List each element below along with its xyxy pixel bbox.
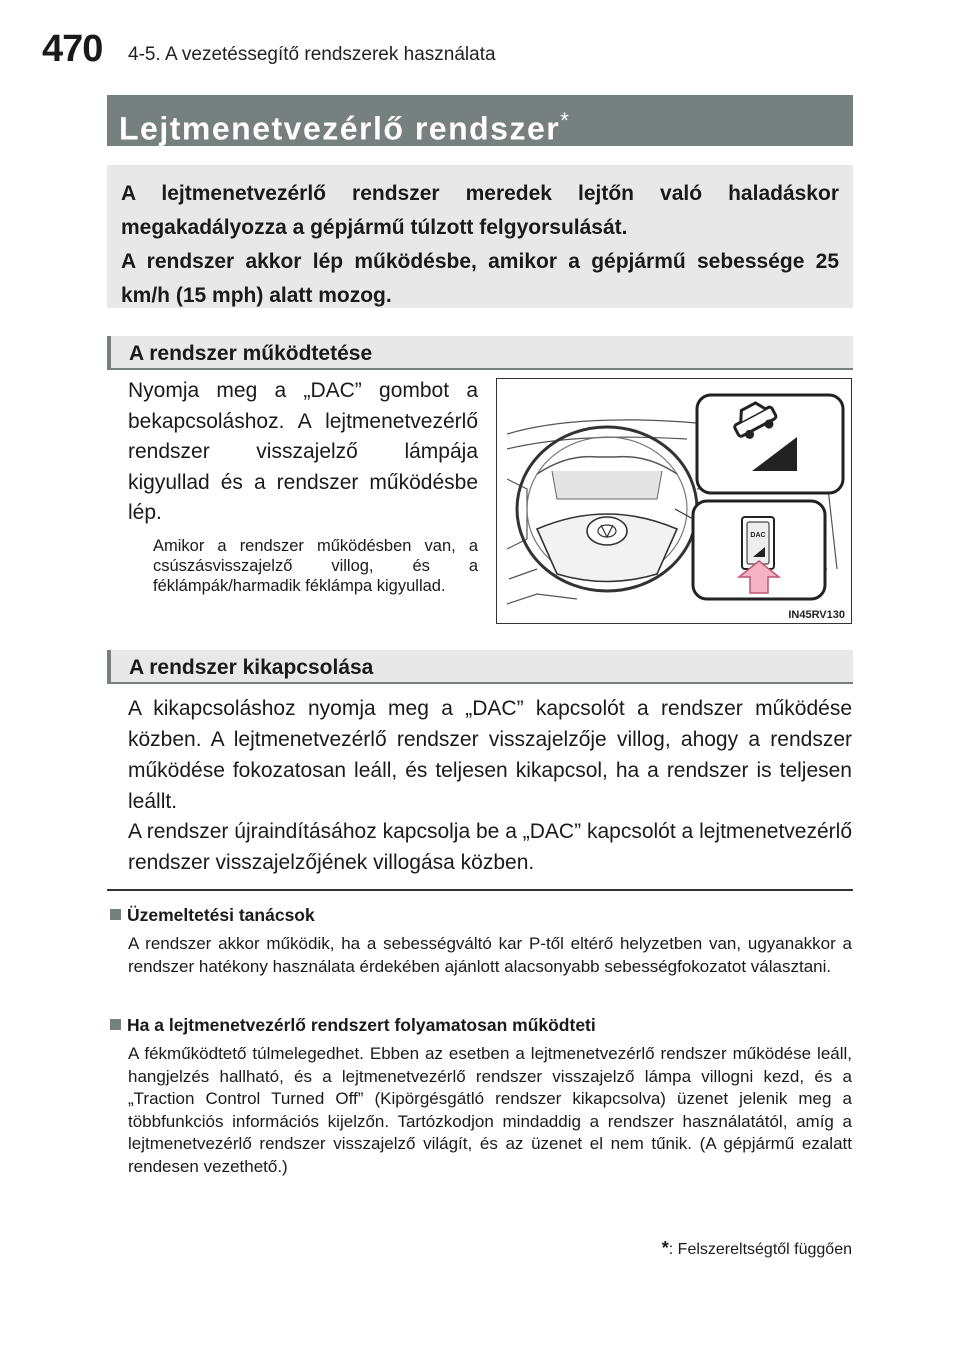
page-number: 470 (42, 28, 103, 70)
dac-button-label: DAC (750, 532, 766, 539)
steering-wheel-icon (517, 427, 697, 591)
page-title (107, 95, 853, 146)
note-title-2-text: Ha a lejtmenetvezérlő rendszert folyamatosan működteti (127, 1015, 596, 1035)
operation-note: Amikor a rendszer működésben van, a csúszásvisszajelző villog, és a féklámpák/harmadik féklámpa kigyullad. (153, 537, 478, 595)
operation-heading: A rendszer működtetése (107, 336, 853, 370)
figure-code: IN45RV130 (788, 609, 845, 621)
downhill-car-icon (697, 395, 843, 493)
note-body-2: A fékműködtető túlmelegedhet. Ebben az esetben a lejtmenetvezérlő rendszer működése leáll, hangjelzés hallható, és a lejtmenetvezérlő rendszer visszajelző lámpa villogni kezd, és a „Traction Control Turned Off” (Kipörgésgátló rendszer kikapcsolva) üzenet jelenik meg a többfunkciós információs kijelzőn. Tartózkodjon mindaddig a rendszer használatától, amíg a lejtmenetvezérlő rendszer visszajelző világít, és az üzenet el nem tűnik. (A gépjármű ezalatt rendesen vezethető.) (128, 1044, 852, 1176)
footnote-text: : Felszereltségtől függően (668, 1241, 852, 1258)
bullet-square-icon (110, 1019, 121, 1030)
optional-equipment-marker: * (560, 108, 571, 133)
operation-paragraph: Nyomja meg a „DAC” gombot a bekapcsoláshoz. A lejtmenetvezérlő rendszer visszajelző lámpája kigyullad és a rendszer működésbe lép. (128, 379, 478, 524)
deactivation-heading: A rendszer kikapcsolása (107, 650, 853, 684)
intro-line-2: A rendszer akkor lép működésbe, amikor a gépjármű sebessége 25 km/h (15 mph) alatt mozog. (121, 250, 839, 307)
note-body-1: A rendszer akkor működik, ha a sebességváltó kar P-től eltérő helyzetben van, ugyanakkor a rendszer hatékony használata érdekében ajánlott alacsonyabb sebességfokozatot választani. (128, 934, 852, 976)
deactivation-paragraph-1: A kikapcsoláshoz nyomja meg a „DAC” kapcsolót a rendszer működése közben. A lejtmenetvezérlő rendszer visszajelzője villog, ahogy a rendszer működése fokozatosan leáll, és teljesen kikapcsol, ha a rendszer is teljesen leállt. (128, 697, 852, 813)
intro-line-1: A lejtmenetvezérlő rendszer meredek lejtőn való haladáskor megakadályozza a gépjármű túlzott felgyorsulását. (121, 182, 839, 239)
footnote (662, 1238, 852, 1259)
bullet-square-icon (110, 909, 121, 920)
intro-box (107, 165, 853, 308)
deactivation-paragraph-2: A rendszer újraindításához kapcsolja be a „DAC” kapcsolót a lejtmenetvezérlő rendszer visszajelzőjének villogása közben. (128, 820, 852, 874)
section-divider (107, 889, 853, 891)
dashboard-drawing (497, 379, 851, 623)
section-header: 4-5. A vezetéssegítő rendszerek használata (128, 44, 496, 65)
note-title-2 (110, 1015, 596, 1036)
note-title-1 (110, 905, 315, 926)
note-title-1-text: Üzemeltetési tanácsok (127, 905, 315, 925)
dac-illustration (496, 378, 852, 624)
page-title-text: Lejtmenetvezérlő rendszer (119, 110, 561, 147)
footnote-marker: * (661, 1238, 669, 1258)
